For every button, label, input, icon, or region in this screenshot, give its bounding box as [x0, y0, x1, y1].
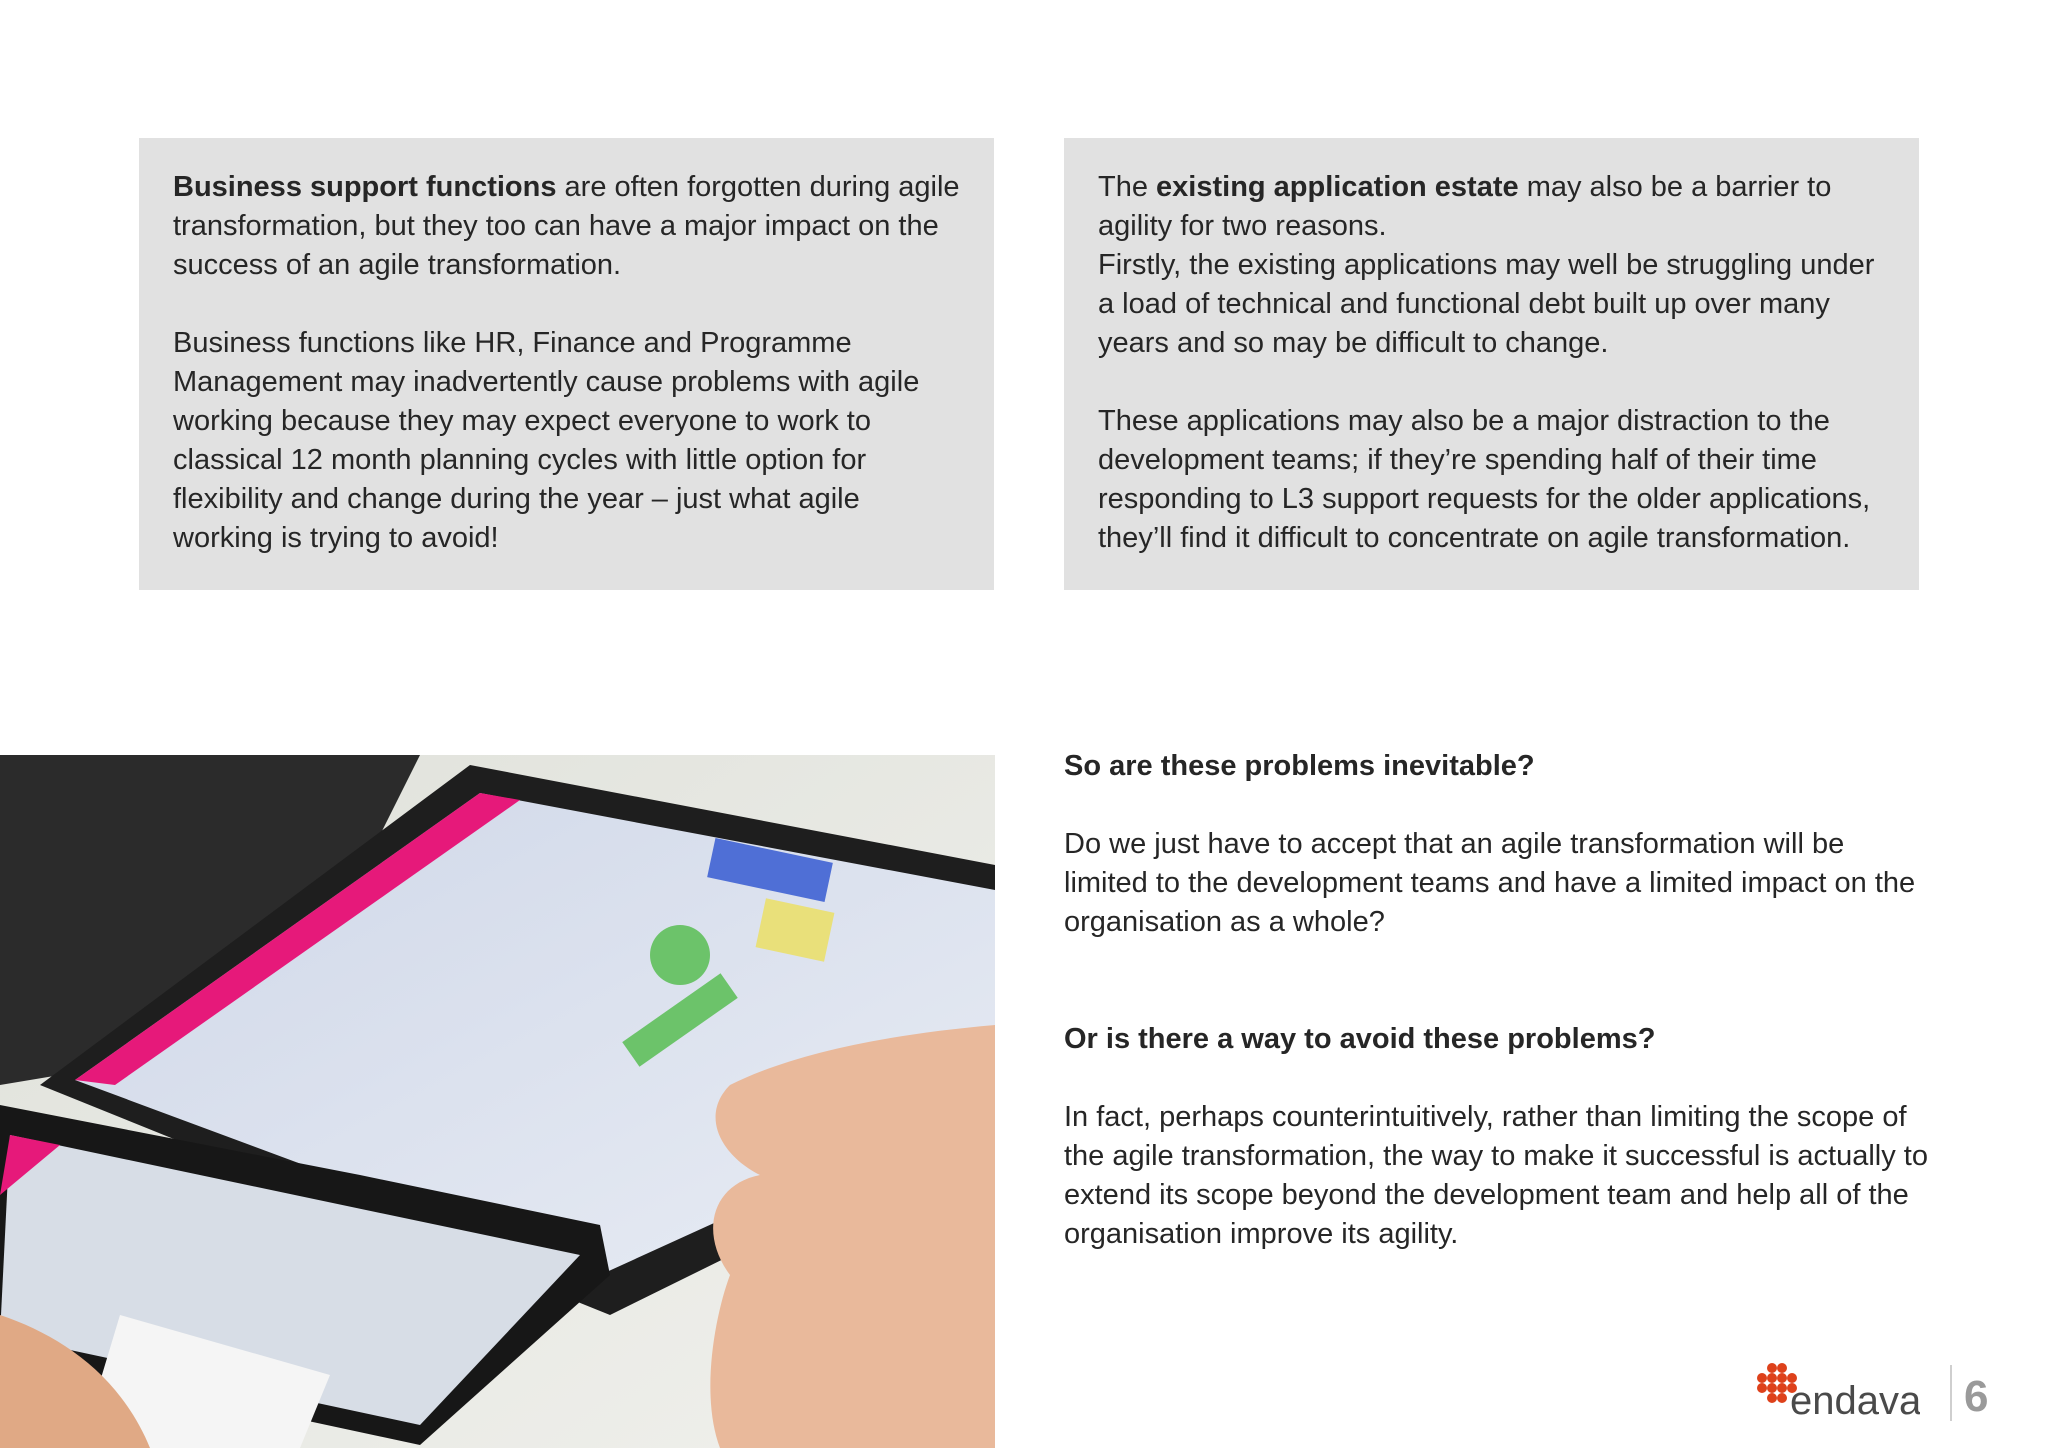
callout-text: The [1098, 171, 1157, 203]
tablet-photo [0, 755, 995, 1448]
footer-divider [1950, 1365, 1952, 1421]
callout-text: are often forgotten during agile transformation, but they too can have a major impact on the success of an agile transformation. [173, 171, 960, 281]
callout-bold-term: existing application estate [1156, 171, 1519, 203]
callout-paragraph: Firstly, the existing applications may well be struggling under a load of technical and functional debt built up over many years and so may be difficult to change. [1098, 249, 1875, 359]
callout-paragraph: These applications may also be a major distraction to the development teams; if they’re spending half of their time responding to L3 support requests for the older applications, they’ll find it difficult to concentrate on agile transformation. [1098, 405, 1871, 554]
callout-paragraph: Business functions like HR, Finance and Programme Management may inadvertently cause problems with agile working because they may expect everyone to work to classical 12 month planning cycles with little option for flexibility and change during the year – just what agile working is trying to avoid! [173, 327, 920, 554]
section-heading: So are these problems inevitable? [1064, 750, 1535, 782]
callout-bold-term: Business support functions [173, 171, 557, 203]
endava-logo [1748, 1360, 1920, 1422]
right-column [1064, 747, 1934, 1254]
page-number: 6 [1964, 1372, 1989, 1421]
callout-box-application-estate [1064, 138, 1919, 590]
callout-paragraph [173, 168, 960, 285]
callout-box-business-support [139, 138, 994, 590]
logo-wordmark: endava [1790, 1379, 1920, 1422]
callout-paragraph [1098, 168, 1885, 246]
section-paragraph: Do we just have to accept that an agile transformation will be limited to the development teams and have a limited impact on the organisation as a whole? [1064, 828, 1916, 938]
section-paragraph: In fact, perhaps counterintuitively, rather than limiting the scope of the agile transformation, the way to make it successful is actually to extend its scope beyond the development team and help all of the organisation improve its agility. [1064, 1101, 1928, 1250]
section-heading: Or is there a way to avoid these problems? [1064, 1023, 1656, 1055]
callout-text: may also be a barrier to agility for two reasons. [1098, 171, 1832, 242]
